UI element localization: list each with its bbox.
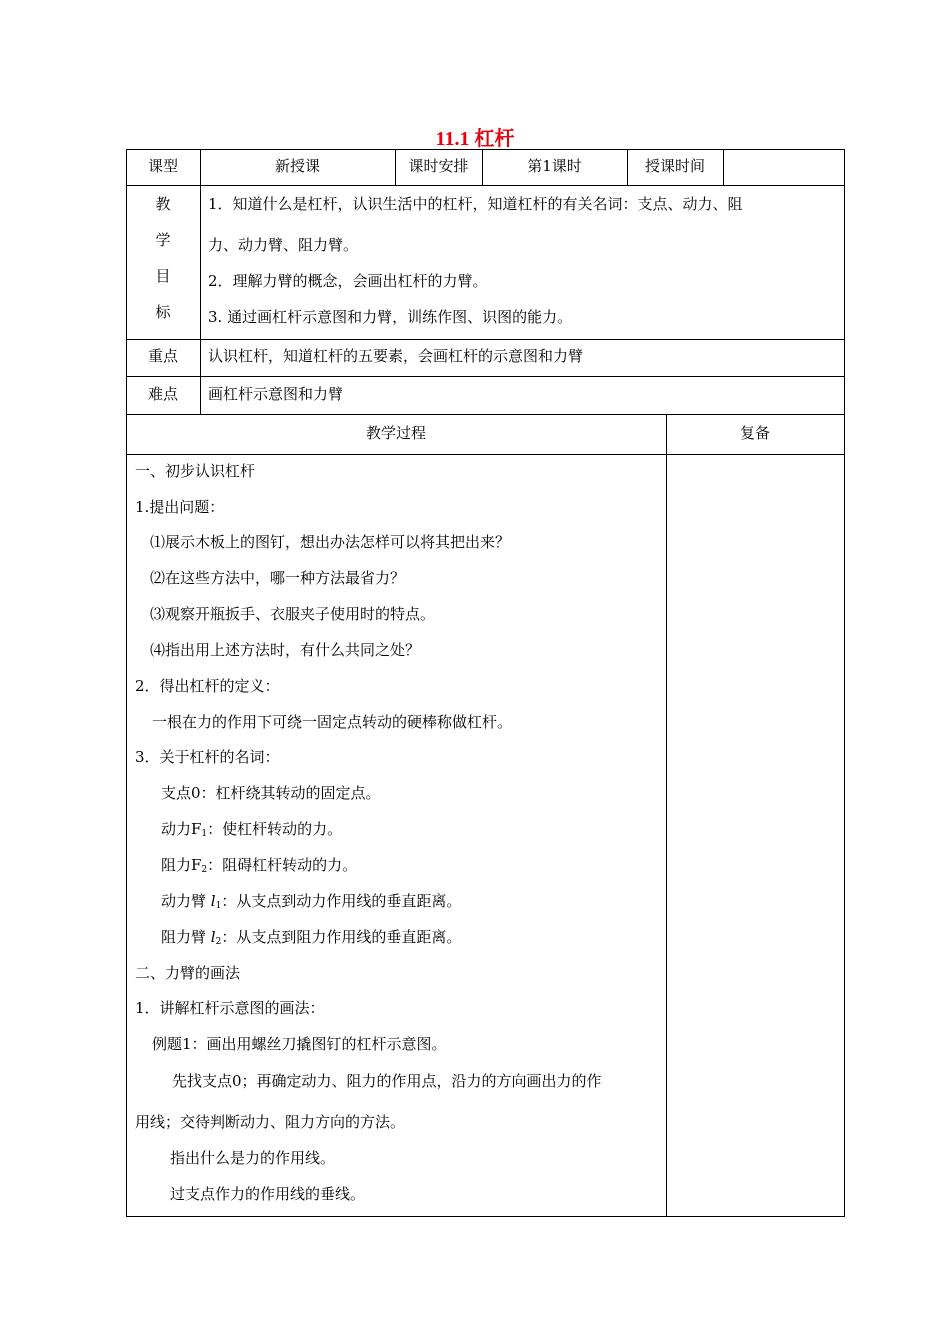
note-text: 过支点作力的作用线的垂线。 bbox=[170, 1185, 366, 1203]
method-text: 先找支点0；再确定动力、阻力的作用点，沿力的方向画出力的作 bbox=[172, 1072, 602, 1090]
subsection-heading: 1．讲解杠杆示意图的画法： bbox=[135, 999, 325, 1017]
question-2: ⑵在这些方法中，哪一种方法最省力？ bbox=[150, 569, 406, 587]
objectives-label-char: 学 bbox=[155, 231, 171, 249]
lesson-type-label: 课型 bbox=[147, 157, 178, 175]
page-title: 11.1 杠杆 bbox=[435, 128, 515, 150]
term-load-arm: 阻力臂 $l_2$：从支点到阻力作用线的垂直距离。 bbox=[161, 928, 462, 947]
term-effort: 动力$F_1$：使杠杆转动的力。 bbox=[161, 820, 343, 839]
objective-3: 3. 通过画杠杆示意图和力臂，训练作图、识图的能力。 bbox=[208, 308, 573, 326]
lever-definition: 一根在力的作用下可绕一固定点转动的硬棒称做杠杆。 bbox=[152, 713, 513, 731]
section-heading: 二、力臂的画法 bbox=[135, 964, 241, 982]
objective-2: 2．理解力臂的概念，会画出杠杆的力臂。 bbox=[208, 272, 488, 290]
objectives-label-char: 标 bbox=[155, 303, 171, 321]
question-4: ⑷指出用上述方法时，有什么共同之处？ bbox=[150, 641, 421, 659]
objective-1: 1．知道什么是杠杆，认识生活中的杠杆，知道杠杆的有关名词：支点、动力、阻 bbox=[208, 195, 743, 213]
term-load: 阻力$F_2$：阻碍杠杆转动的力。 bbox=[161, 856, 358, 875]
note-text: 指出什么是力的作用线。 bbox=[170, 1149, 336, 1167]
method-text-cont: 用线；交待判断动力、阻力方向的方法。 bbox=[135, 1113, 406, 1131]
question-3: ⑶观察开瓶扳手、衣服夹子使用时的特点。 bbox=[150, 605, 436, 623]
process-header: 教学过程 bbox=[365, 424, 426, 442]
example-text: 例题1：画出用螺丝刀撬图钉的杠杆示意图。 bbox=[152, 1035, 447, 1053]
section-heading: 一、初步认识杠杆 bbox=[135, 462, 256, 480]
subsection-heading: 2．得出杠杆的定义： bbox=[135, 677, 280, 695]
difficult-point-text: 画杠杆示意图和力臂 bbox=[208, 385, 344, 403]
term-pivot: 支点0：杠杆绕其转动的固定点。 bbox=[161, 784, 381, 802]
objectives-label-char: 目 bbox=[155, 267, 171, 285]
subsection-heading: 1.提出问题： bbox=[135, 498, 225, 516]
schedule-value: 第1课时 bbox=[527, 157, 582, 175]
difficult-point-label: 难点 bbox=[147, 385, 178, 403]
objective-1-cont: 力、动力臂、阻力臂。 bbox=[208, 236, 359, 254]
subsection-heading: 3．关于杠杆的名词： bbox=[135, 748, 280, 766]
key-point-label: 重点 bbox=[147, 347, 178, 365]
term-effort-arm: 动力臂 $l_1$：从支点到动力作用线的垂直距离。 bbox=[161, 892, 462, 911]
question-1: ⑴展示木板上的图钉，想出办法怎样可以将其把出来？ bbox=[150, 533, 511, 551]
notes-header: 复备 bbox=[739, 424, 770, 442]
key-point-text: 认识杠杆，知道杠杆的五要素，会画杠杆的示意图和力臂 bbox=[208, 347, 584, 365]
lesson-type-value: 新授课 bbox=[274, 157, 320, 175]
objectives-label-char: 教 bbox=[155, 195, 171, 213]
schedule-label: 课时安排 bbox=[408, 157, 469, 175]
time-label: 授课时间 bbox=[644, 157, 705, 175]
